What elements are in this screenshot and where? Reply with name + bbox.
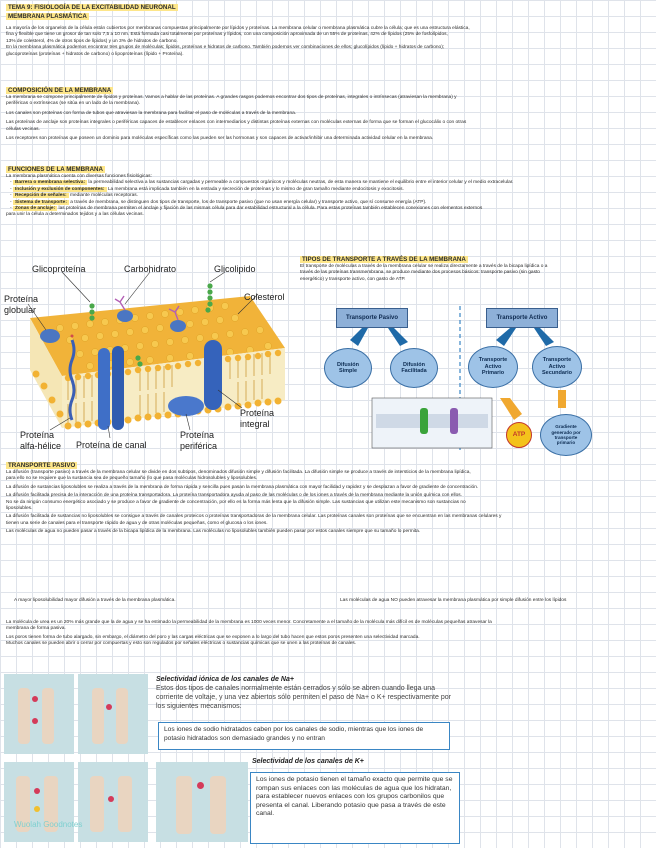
passive-block bbox=[6, 462, 652, 536]
na-selectivity-text: Estos dos tipos de canales normalmente están cerrados y sólo se abren cuando llega una corriente de voltaje, y una vez abiertos sólo permiten el paso de Na+ o K+ respectivamente por los siguientes mecanismos: bbox=[156, 685, 451, 710]
difusion-simple-node: Difusión Simple bbox=[324, 348, 372, 388]
membrane-figure bbox=[0, 258, 296, 454]
passive-line: liposolubles. bbox=[6, 506, 33, 512]
integral-protein bbox=[204, 340, 222, 410]
passive-line: La difusión facilitada de sustancias no liposolubles se consigue a través de canales proteicos o proteínas transportadoras de la membrana celular. Las proteínas canales son proteínas que se encuentran en las membranas celulares y bbox=[6, 514, 502, 520]
composition-line: periféricas o extrínsecas (se sitúa en un lado de la membrana). bbox=[6, 101, 141, 107]
section-heading-composicion: COMPOSICIÓN DE LA MEMBRANA bbox=[8, 87, 112, 94]
k-channel-image-3 bbox=[156, 762, 248, 842]
function-item: - Barrera o membrana selectiva: la permeabilidad selectiva a las sustancias cargadas y permeable a compuestos orgánicos y moléculas neutras, de esta manera se mantiene el equilibrio entre el interior celular y el medio extracelular. bbox=[10, 180, 514, 186]
label-proteina-canal: Proteína de canal bbox=[76, 440, 147, 450]
composition-block bbox=[6, 87, 652, 142]
transporte-activo-primario-node: Transporte Activo Primario bbox=[468, 346, 518, 388]
transport-line: energético) y transporte activo, con gasto de ATP. bbox=[300, 276, 406, 282]
page-title: TEMA 9: FISIOLOGÍA DE LA EXCITABILIDAD NEURONAL bbox=[8, 4, 176, 11]
channel-illustrations bbox=[4, 674, 150, 844]
passive-extra-line: membrana de forma pasiva. bbox=[6, 626, 66, 632]
label-proteina-globular: Proteína globular bbox=[4, 294, 39, 315]
gradiente-node: Gradiente generado por transporte primario bbox=[540, 414, 592, 456]
intro-line: En la membrana plasmática podemos encontrar tres grupos de moléculas; lípidos, proteínas e hidratos de carbono. También podemos ver combinaciones de ellos; glucolípidos (lípido + hidratos de carbono); bbox=[6, 45, 445, 51]
intro-block bbox=[6, 26, 652, 58]
transport-line: El transporte de moléculas a través de la membrana celular se realiza directamente a través de la bicapa lipídica o a bbox=[300, 264, 548, 269]
note-liposolubilidad: A mayor liposolubilidad mayor difusión a través de la membrana plasmática. bbox=[14, 598, 176, 603]
na-channel-image-1 bbox=[4, 674, 74, 754]
k-channel-image-1 bbox=[4, 762, 74, 842]
k-selectivity-title: Selectividad de los canales de K+ bbox=[252, 758, 364, 765]
note-agua: Las moléculas de agua NO pueden atravesar la membrana plasmática por simple difusión entre los lípidos bbox=[340, 598, 567, 603]
transport-block bbox=[300, 256, 652, 283]
function-item: - Sistema de transporte: a través de membrana, se distinguen dos tipos de transporte, los de transporte pasivo (que no usan energía celular) y transporte activo, que sí consume energía (ATP). bbox=[10, 199, 427, 205]
label-glicolipido: Glicolipido bbox=[214, 264, 256, 274]
functions-block bbox=[6, 166, 652, 219]
na-selectivity-box: Los iones de sodio hidratados caben por los canales de sodio, mientras que los iones de potasio hidratados son demasiado grandes y no entran bbox=[158, 722, 450, 750]
label-glicoproteina: Glicoproteína bbox=[32, 264, 86, 274]
passive-line: tienen una serie de canales para el transporte rápido de agua y de otras moléculas pequeñas, como el glucosa o los iones. bbox=[6, 520, 268, 526]
na-channel-image-2 bbox=[78, 674, 148, 754]
page-header bbox=[6, 4, 206, 21]
passive-line: La difusión facilitada precisa de la interacción de una proteína transportadora. La proteína transportadora ayuda al paso de las moléculas o de los iones a través de la membrana mediante la unión química con ellos. bbox=[6, 493, 462, 499]
functions-intro: La membrana plasmática cuenta con diversas funciones fisiológicas: bbox=[6, 174, 152, 179]
label-colesterol: Colesterol bbox=[244, 292, 285, 302]
label-carbohidrato: Carbohidrato bbox=[124, 264, 177, 274]
passive-line: La difusión (transporte pasivo) a través de la membrana celular se divide en dos subtipos, denominados difusión simple y difusión facilitada. La difusión simple se produce a través de intersticios de la membrana lipídica, bbox=[6, 470, 471, 475]
function-item: - Inclusión y exclusión de componentes: La membrana está implicada también en la entrada y secreción de proteínas y lo mismo de gran tamaño mediante endocitosis y exocitosis. bbox=[10, 186, 404, 192]
function-item: - Recepción de señales: mediante moléculas receptoras. bbox=[10, 193, 138, 199]
passive-extra-line: Los poros tienen forma de tubo alargado, sin embargo, el diámetro del poro y las cargas eléctricas que se exponen a lo largo del tubo hacen que estos poros presenten una selectividad marcada. bbox=[6, 634, 420, 640]
composition-line: células vecinas. bbox=[6, 126, 40, 132]
passive-extra-block bbox=[6, 620, 652, 648]
transport-pasivo-box: Transporte Pasivo bbox=[336, 308, 408, 328]
label-alfa-helice: Proteína alfa-hélice bbox=[20, 430, 62, 451]
function-item: - Zonas de anclaje: las proteínas de membrana permiten el anclaje y fijación de las mismas célula para dar estabilidad estructural a la célula. Para estas proteínas también establecen conexiones con elementos externos bbox=[10, 206, 483, 212]
passive-line: No se da ningún consumo energético asociado y se produce a favor de gradiente de concentración, por ello es la forma más lenta que la difusión simple. Las sustancias que utilizan este mecanismo son sustancias no bbox=[6, 499, 466, 505]
transport-diagram bbox=[310, 302, 616, 458]
atp-badge: ATP bbox=[506, 422, 532, 448]
passive-line: Las moléculas de agua no pueden pasar a través de la bicapa lipídica de la membrana. Las moléculas no liposolubles también pueden pasar por estos canales siempre que su tamaño lo permita. bbox=[6, 529, 421, 535]
na-selectivity-block bbox=[156, 676, 456, 711]
passive-line: para ello no se requiere que la sustancia sea de pequeño tamaño (lo que pasa moléculas hidrosolubles y liposolubles. bbox=[6, 476, 258, 482]
transport-line: través de las proteínas transmembrana, se produce mediante dos procesos básicos: transporte pasivo (sin gasto bbox=[300, 270, 540, 276]
difusion-facilitada-node: Difusión Facilitada bbox=[390, 348, 438, 388]
k-selectivity-box: Los iones de potasio tienen el tamaño exacto que permite que se rompan sus enlaces con las moléculas de agua que los hidratan, para establecer nuevos enlaces con los grupos carbonilos que presenta el canal. Liberando potasio que pasa a través de este canal. bbox=[250, 772, 460, 844]
peripheral-protein bbox=[168, 396, 204, 416]
section-heading-membrana: MEMBRANA PLASMÁTICA bbox=[8, 13, 87, 20]
intro-line: 13% de colesterol, 4% de otros tipos de lípidos) y un 3% de hidratos de carbono. bbox=[6, 38, 178, 44]
intro-line: glucoproteínas (proteínas + hidratos de carbono) o lipoproteínas (lípido + Proteína). bbox=[6, 51, 184, 57]
label-proteina-periferica: Proteína periférica bbox=[180, 430, 218, 451]
composition-line: Las proteínas de anclaje son proteínas integrales o periféricas capaces de establecer enlaces con intermediarios y distintas proteínas externas con moléculas externas de forma que se forman el glucocálix o con otras bbox=[6, 120, 467, 126]
function-item-cont: para unir la célula a determinados tejidos y a las células vecinas. bbox=[6, 212, 144, 218]
composition-line: La membrana se compone principalmente de lípidos y proteínas. Vamos a hablar de las proteínas. A grandes rasgos podemos encontrar dos tipos de proteínas, integrales o intrínsecas (atraviesan la membrana) y bbox=[6, 95, 457, 100]
composition-line: Los receptores son proteínas que poseen un dominio para moléculas específicas como las pueden ser las hormonas y son capaces de activar/inhibir una determinada actividad celular en la membrana. bbox=[6, 136, 434, 142]
passive-extra-line: La molécula de urea es un 20% más grande que la de agua y se ha estimado la permeabilidad de la membrana es 1000 veces menor. Concretamente a el tamaño de la molécula más difícil es de moléculas pequeñas atravesar la bbox=[6, 620, 492, 625]
transport-activo-box: Transporte Activo bbox=[486, 308, 558, 328]
passive-line: La difusión de sustancias liposolubles se realiza a través de la membrana de forma rápida y sencilla pues pasan la membrana plasmática con mayor facilidad y rapidez y se desplazan a favor de gradiente de concentración. bbox=[6, 484, 479, 490]
globular-protein bbox=[40, 329, 60, 343]
composition-line: Los canales son proteínas con forma de tubos que atraviesan la membrana para facilitar el paso de moléculas a través de la membrana. bbox=[6, 110, 297, 116]
section-heading-tipos-transporte: TIPOS DE TRANSPORTE A TRAVÉS DE LA MEMBRANA bbox=[302, 256, 466, 263]
intro-line: fina y flexible que tiene un grosor de tan solo 7,5 a 10 nm. Está formada casi totalmente por proteínas y lípidos, con una composición aproximada de un 55% de proteínas, 42% de lípidos (25% de fosfolípidos, bbox=[6, 32, 448, 38]
transporte-activo-secundario-node: Transporte Activo Secundario bbox=[532, 346, 582, 388]
watermark-text: Wuolah Goodnotes bbox=[14, 820, 83, 829]
intro-line: La mayoría de los organelos de la célula están cubiertos por membranas compuestas principalmente por lípidos y proteínas. La membrana celular o membrana plasmática cubre la célula; que es una estructura elástica, bbox=[6, 26, 470, 31]
passive-extra-line: Muchos canales se pueden abrir o cerrar por compuertas y esto son regulados por señales eléctricas o sustancias químicas que se unen a las proteínas de canales. bbox=[6, 641, 357, 647]
na-selectivity-title: Selectividad iónica de los canales de Na+ bbox=[156, 676, 294, 683]
section-heading-funciones: FUNCIONES DE LA MEMBRANA bbox=[8, 166, 103, 173]
k-channel-image-2 bbox=[78, 762, 148, 842]
section-heading-transporte-pasivo: TRANSPORTE PASIVO bbox=[8, 462, 76, 469]
label-proteina-integral: Proteína integral bbox=[240, 408, 275, 429]
